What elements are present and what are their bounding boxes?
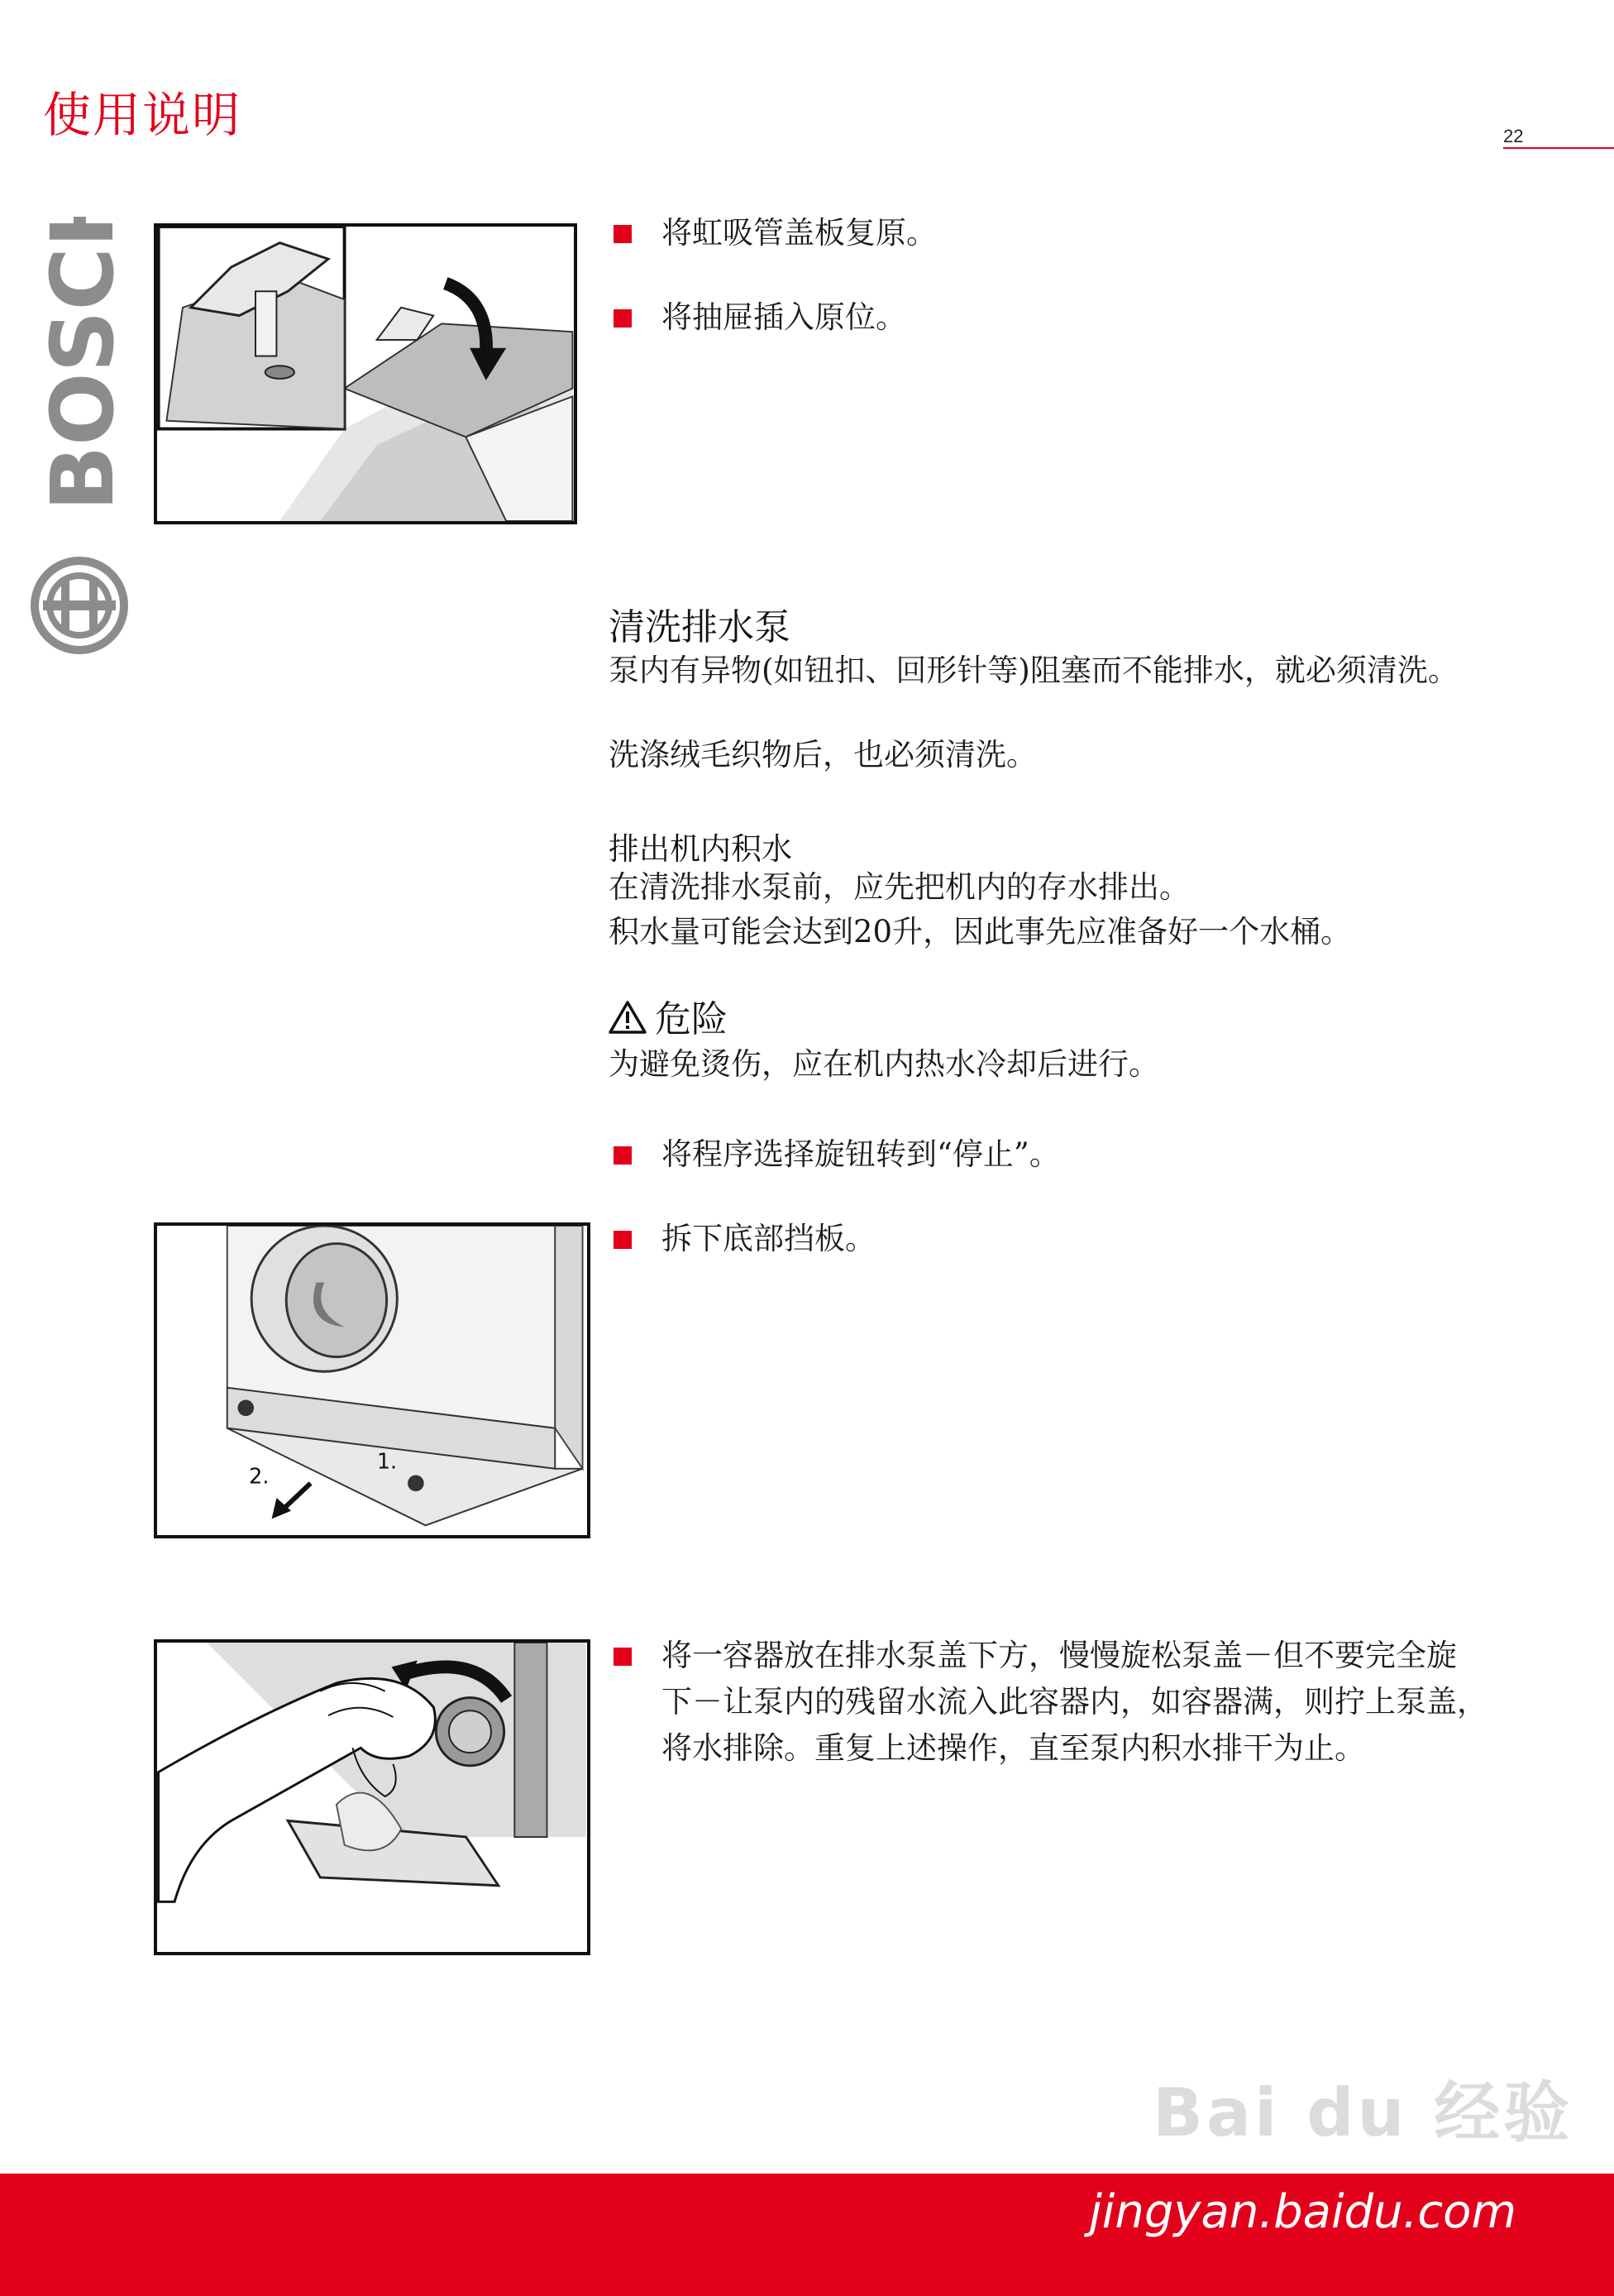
bullet-marker	[614, 1146, 632, 1165]
bullet-drain-container	[614, 1633, 1564, 1772]
page-number-rule	[1503, 147, 1614, 149]
bullet-marker	[614, 1648, 632, 1666]
danger-heading: 危险	[609, 989, 728, 1042]
siphon-cover-illustration	[154, 223, 577, 524]
step-label-2: 2.	[249, 1464, 270, 1490]
bosch-armature-icon	[30, 556, 129, 655]
paragraph-drain-first: 在清洗排水泵前，应先把机内的存水排出。	[609, 869, 1190, 905]
bullet-line: 将一容器放在排水泵盖下方，慢慢旋松泵盖－但不要完全旋	[661, 1638, 1457, 1673]
bullet-line: 下－让泵内的残留水流入此容器内，如容器满，则拧上泵盖，	[661, 1684, 1487, 1720]
bullet-insert-drawer: 将抽屉插入原位。	[614, 294, 1523, 341]
watermark-url[interactable]: jingyan.baidu.com	[1089, 2185, 1516, 2239]
bullet-restore-siphon: 将虹吸管盖板复原。	[614, 210, 1523, 256]
bullet-marker	[614, 1231, 632, 1249]
bullet-marker	[614, 225, 632, 243]
bullet-program-stop: 将程序选择旋钮转到“停止”。	[614, 1131, 1523, 1178]
base-panel-illustration	[154, 1222, 590, 1538]
bosch-logo-text: BOSCH	[32, 217, 131, 511]
paragraph-foreign-objects: 泵内有异物(如钮扣、回形针等)阻塞而不能排水，就必须清洗。	[609, 653, 1459, 688]
bullet-marker	[614, 309, 632, 328]
bullet-remove-baseboard: 拆下底部挡板。	[614, 1216, 1523, 1262]
section-heading-clean-pump: 清洗排水泵	[609, 606, 790, 648]
page-title: 使用说明	[43, 87, 242, 143]
bosch-logo	[31, 217, 131, 514]
subheading-drain-water: 排出机内积水	[609, 831, 792, 867]
danger-text: 为避免烫伤，应在机内热水冷却后进行。	[609, 1046, 1159, 1082]
baidu-watermark: Bai du 经验	[1153, 2074, 1573, 2151]
paragraph-fluffy-fabrics: 洗涤绒毛织物后，也必须清洗。	[609, 737, 1037, 773]
bullet-line: 将水排除。重复上述操作，直至泵内积水排干为止。	[661, 1730, 1365, 1766]
step-label-1: 1.	[376, 1449, 398, 1475]
pump-cover-illustration	[154, 1639, 590, 1955]
warning-icon	[609, 1000, 647, 1035]
paragraph-water-volume: 积水量可能会达到20升，因此事先应准备好一个水桶。	[609, 914, 1352, 949]
page-number: 22	[1503, 126, 1524, 146]
